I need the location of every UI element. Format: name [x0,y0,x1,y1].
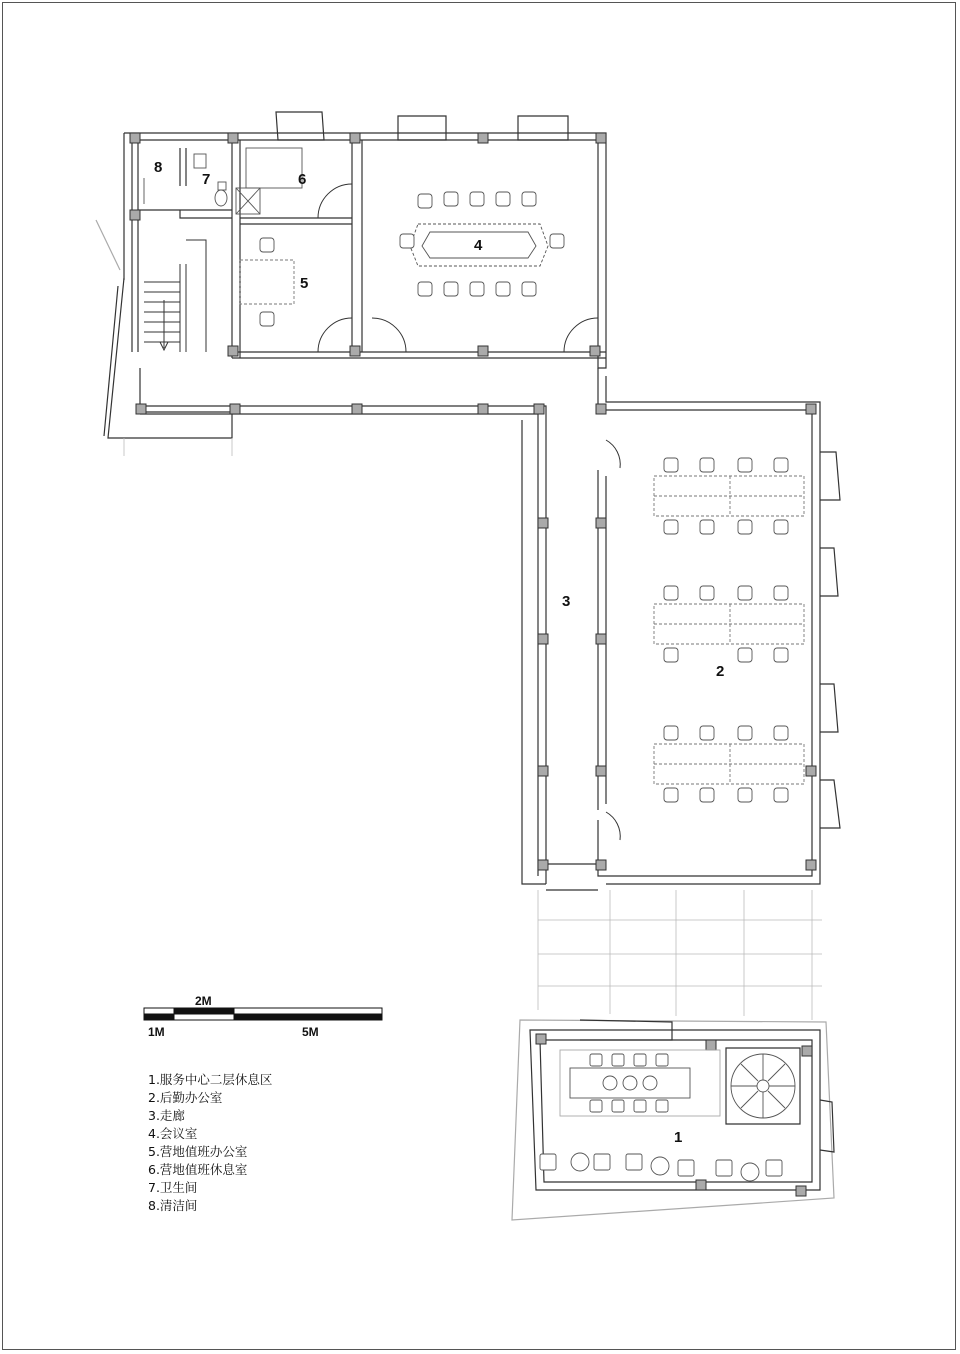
staircase [144,240,206,352]
room-label-6: 6 [298,171,307,188]
top-windows [276,112,568,140]
legend-item: 3.走廊 [148,1108,185,1123]
legend-item: 1.服务中心二层休息区 [148,1072,273,1087]
duty-room-furniture [144,148,302,326]
legend-item: 5.营地值班办公室 [148,1144,248,1159]
scale-bar [144,1008,382,1020]
scale-label-2m: 2M [195,994,212,1008]
corridor-walls [140,368,820,890]
legend-item: 2.后勤办公室 [148,1090,223,1105]
scale-label-5m: 5M [302,1025,319,1039]
room-label-2: 2 [716,663,725,680]
room-label-5: 5 [300,275,309,292]
site-grid [124,438,822,1020]
room-legend [148,1071,272,1215]
room-label-4: 4 [474,237,483,254]
door-swings [318,184,620,840]
legend-item: 4.会议室 [148,1126,198,1141]
legend-item: 7.卫生间 [148,1180,198,1195]
legend-item: 8.清洁间 [148,1198,198,1213]
scale-label-1m: 1M [148,1025,165,1039]
room-label-7: 7 [202,171,211,188]
legend-item: 6.营地值班休息室 [148,1162,248,1177]
pavilion-furniture [540,1050,795,1181]
office-chairs [664,458,788,802]
room-label-3: 3 [562,593,571,610]
east-windows [820,452,840,828]
room-label-8: 8 [154,159,163,176]
room-label-1: 1 [674,1129,683,1146]
